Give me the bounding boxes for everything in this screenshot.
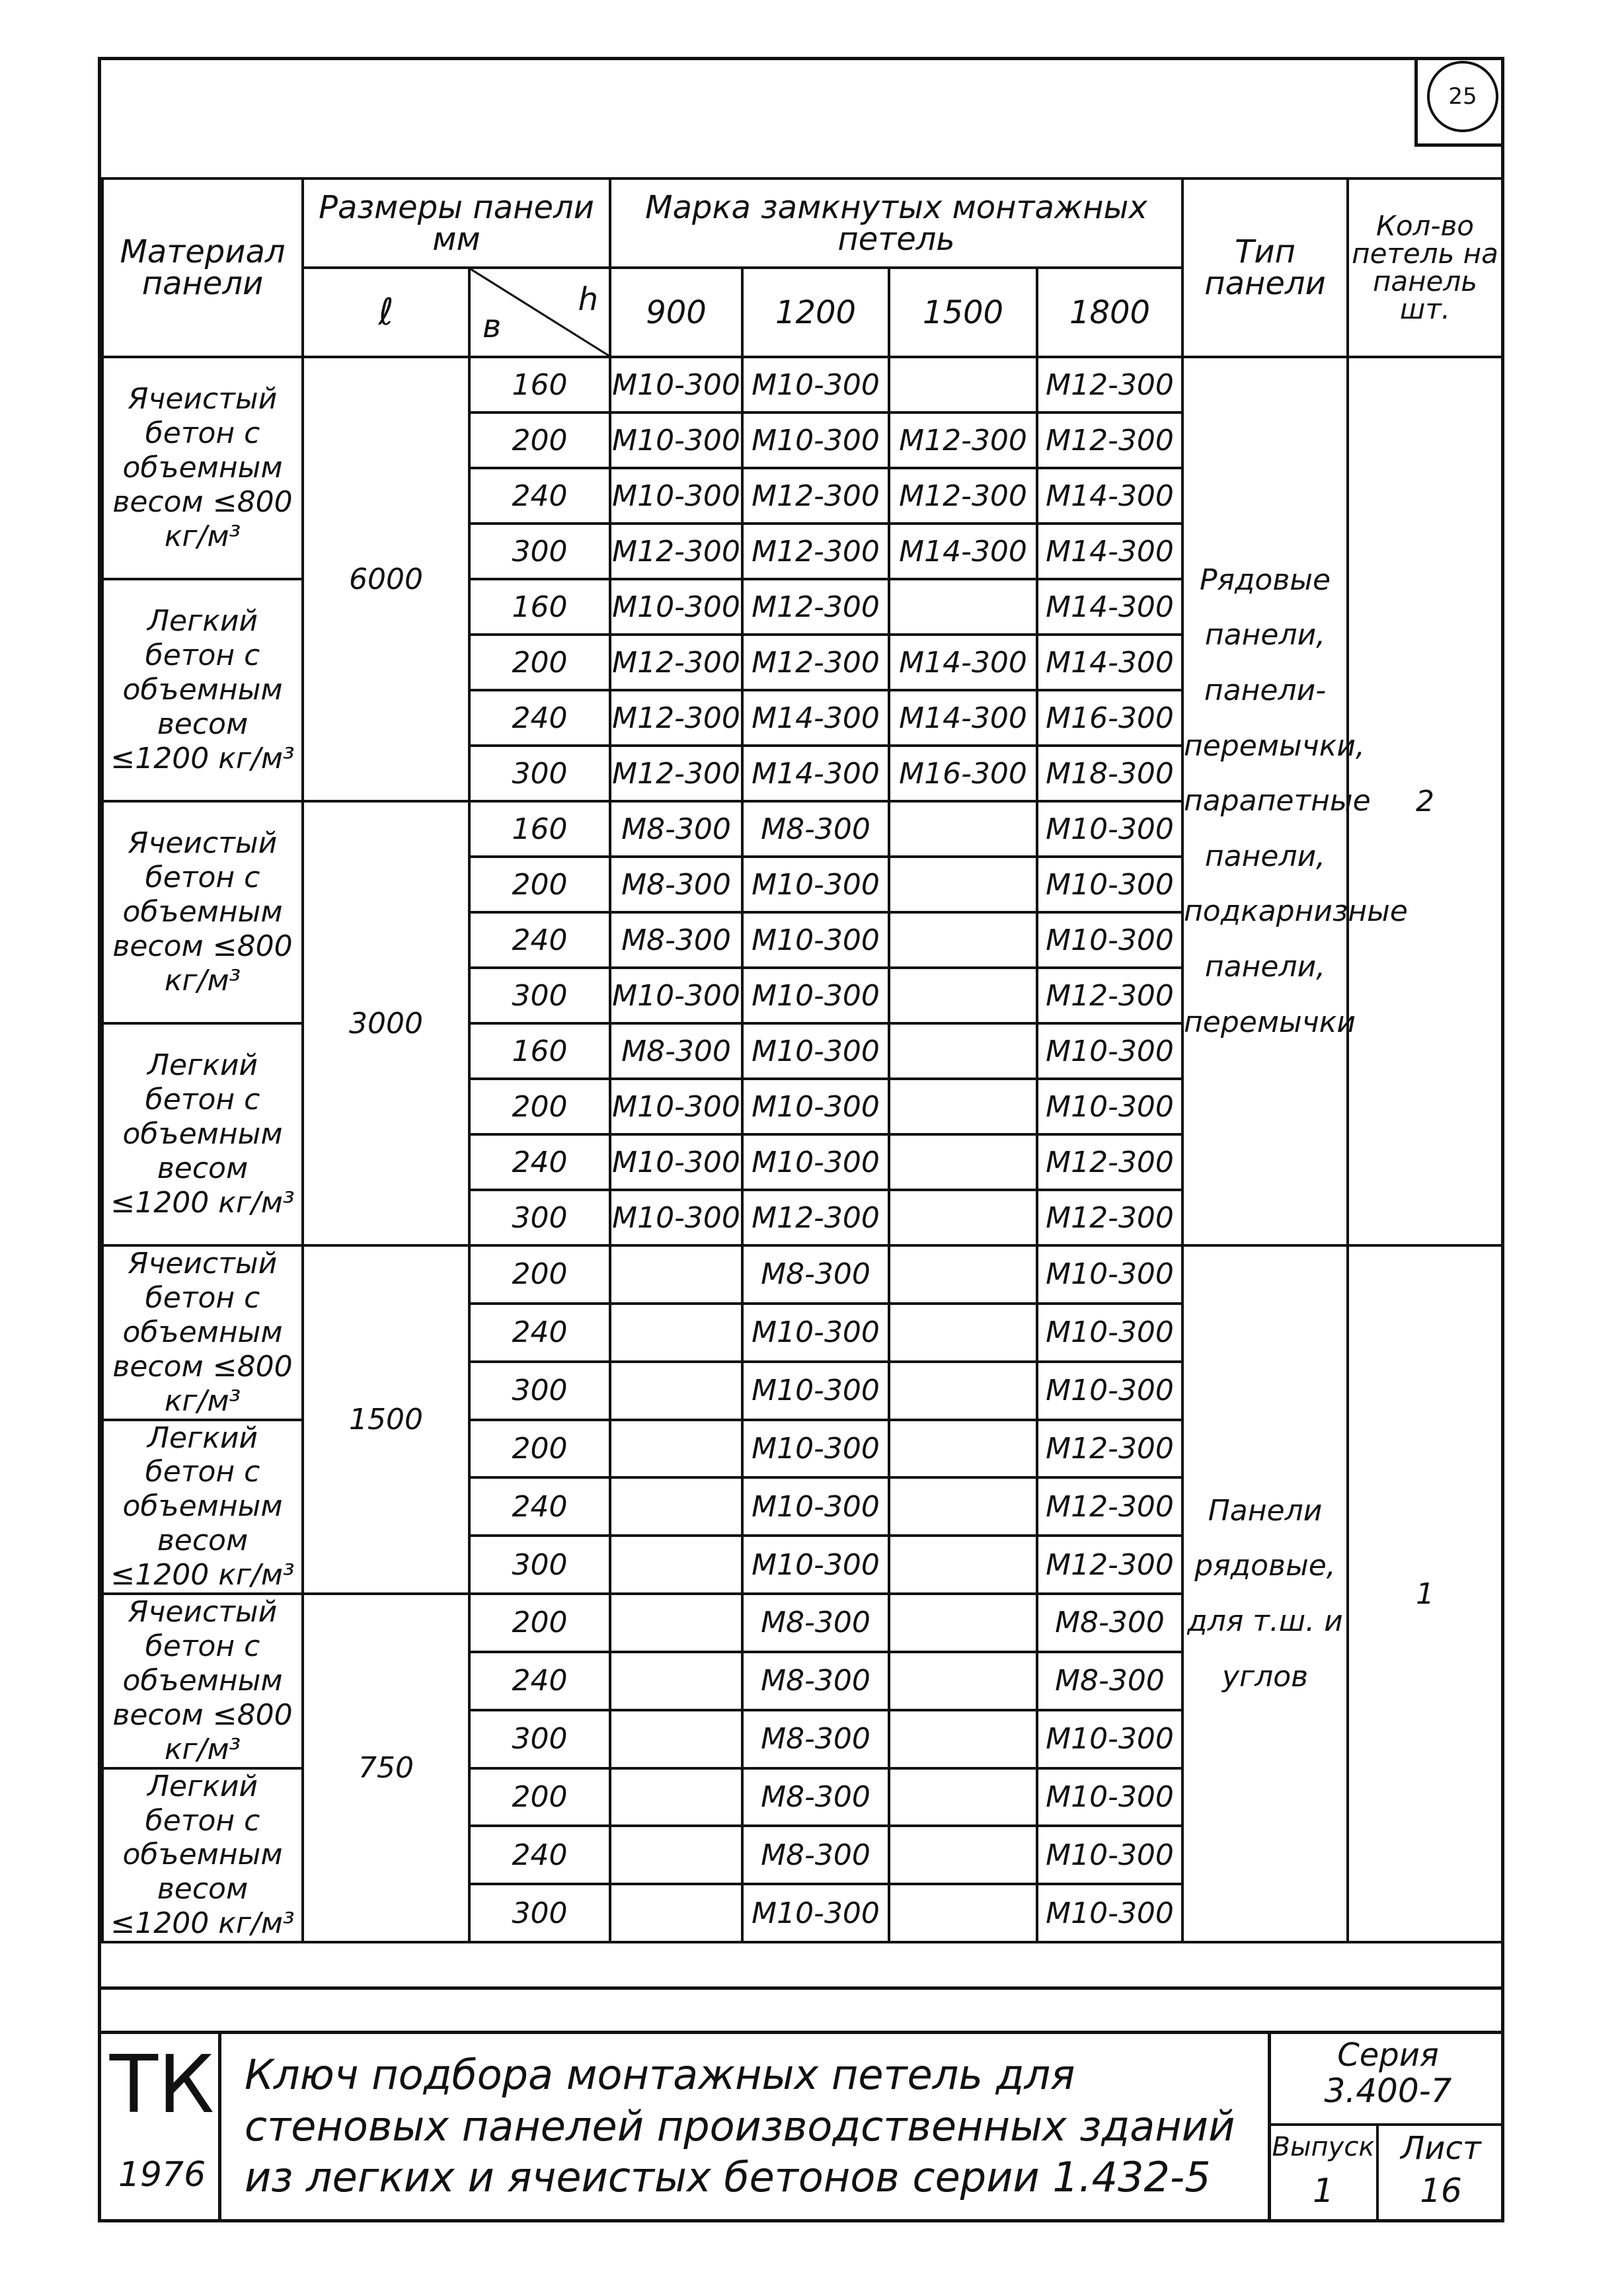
loop-mark: М10-300 — [610, 968, 742, 1023]
loop-mark: М14-300 — [1037, 468, 1182, 524]
b-value: 200 — [469, 1594, 610, 1652]
loop-mark: М10-300 — [742, 968, 889, 1023]
loop-mark: М12-300 — [1037, 357, 1182, 412]
loop-mark: М10-300 — [1037, 1023, 1182, 1079]
loop-mark: М10-300 — [1037, 1826, 1182, 1884]
loop-mark — [889, 579, 1037, 635]
panel-type-cell: Рядовые панели, панели-перемычки, парапетные панели, подкарнизные панели, перемычки — [1182, 357, 1348, 1245]
loop-mark: М10-300 — [742, 412, 889, 468]
header-sizes: Размеры панели мм — [303, 178, 610, 268]
length-cell: 750 — [303, 1594, 469, 1942]
loop-mark — [889, 357, 1037, 412]
loop-mark: М8-300 — [742, 1826, 889, 1884]
loop-mark — [889, 1594, 1037, 1652]
loop-mark — [889, 1768, 1037, 1826]
loop-mark: М8-300 — [610, 801, 742, 857]
loop-mark: М16-300 — [889, 746, 1037, 801]
loop-mark — [889, 1245, 1037, 1304]
material-cell: Ячеистый бетон с объемным весом ≤800 кг/м³ — [102, 357, 303, 579]
b-value: 240 — [469, 1826, 610, 1884]
loop-mark: М10-300 — [610, 1190, 742, 1245]
loop-mark: М10-300 — [1037, 857, 1182, 912]
b-value: 160 — [469, 1023, 610, 1079]
header-length: ℓ — [303, 268, 469, 357]
sheet-number: 25 — [1427, 61, 1498, 132]
b-value: 240 — [469, 1134, 610, 1190]
loop-mark: М18-300 — [1037, 746, 1182, 801]
loop-mark: М8-300 — [1037, 1594, 1182, 1652]
loop-mark — [889, 1710, 1037, 1768]
loop-mark: М14-300 — [1037, 524, 1182, 579]
b-value: 200 — [469, 635, 610, 690]
loop-mark — [610, 1245, 742, 1304]
b-value: 300 — [469, 1362, 610, 1420]
length-cell: 1500 — [303, 1245, 469, 1594]
header-b-h — [469, 268, 610, 357]
loop-mark: М12-300 — [1037, 412, 1182, 468]
loop-mark: М10-300 — [610, 412, 742, 468]
b-value: 240 — [469, 1477, 610, 1536]
material-cell: Ячеистый бетон с объемным весом ≤800 кг/м³ — [102, 1245, 303, 1420]
loop-mark: М8-300 — [742, 1652, 889, 1710]
loop-mark: М10-300 — [742, 1477, 889, 1536]
loop-selection-table — [101, 177, 1504, 1943]
loop-mark — [889, 1826, 1037, 1884]
loop-mark: М12-300 — [1037, 1536, 1182, 1594]
loop-mark: М10-300 — [1037, 1079, 1182, 1134]
loop-mark: М12-300 — [610, 746, 742, 801]
header-h: h — [578, 281, 599, 318]
b-value: 200 — [469, 1768, 610, 1826]
material-cell: Легкий бетон с объемным весом ≤1200 кг/м³ — [102, 1420, 303, 1594]
loop-mark: М10-300 — [742, 1536, 889, 1594]
b-value: 300 — [469, 1884, 610, 1942]
loop-mark: М10-300 — [1037, 1362, 1182, 1420]
loop-mark: М8-300 — [742, 1768, 889, 1826]
b-value: 240 — [469, 1304, 610, 1362]
loop-mark — [889, 1362, 1037, 1420]
loop-mark: М14-300 — [742, 746, 889, 801]
title-block-divider — [1268, 2123, 1504, 2126]
loop-mark: М10-300 — [742, 1362, 889, 1420]
loop-mark: М8-300 — [610, 1023, 742, 1079]
loop-mark — [889, 968, 1037, 1023]
loop-mark: М8-300 — [610, 912, 742, 968]
loop-mark — [610, 1594, 742, 1652]
loop-mark: М14-300 — [1037, 635, 1182, 690]
b-value: 240 — [469, 912, 610, 968]
loop-mark — [889, 1652, 1037, 1710]
loop-mark: М12-300 — [742, 1190, 889, 1245]
b-value: 300 — [469, 968, 610, 1023]
material-cell: Ячеистый бетон с объемным весом ≤800 кг/м³ — [102, 801, 303, 1023]
loop-mark: М14-300 — [1037, 579, 1182, 635]
loop-mark: М8-300 — [742, 1594, 889, 1652]
loop-mark — [889, 1536, 1037, 1594]
loop-mark: М10-300 — [610, 468, 742, 524]
material-cell: Легкий бетон с объемным весом ≤1200 кг/м³ — [102, 579, 303, 801]
b-value: 300 — [469, 1710, 610, 1768]
loop-mark: М12-300 — [742, 579, 889, 635]
series-value: 3.400-7 — [1324, 2072, 1452, 2110]
loop-mark — [610, 1884, 742, 1942]
loop-mark — [610, 1710, 742, 1768]
loop-mark: М14-300 — [889, 635, 1037, 690]
loop-mark: М10-300 — [742, 1884, 889, 1942]
loop-mark: М14-300 — [889, 690, 1037, 746]
loop-mark: М10-300 — [610, 357, 742, 412]
issue-value: 1 — [1313, 2172, 1334, 2210]
loop-mark: М10-300 — [1037, 912, 1182, 968]
loop-mark: М8-300 — [742, 1710, 889, 1768]
loop-mark — [889, 1190, 1037, 1245]
header-col-900: 900 — [610, 268, 742, 357]
length-cell: 6000 — [303, 357, 469, 801]
b-value: 160 — [469, 357, 610, 412]
loop-mark: М12-300 — [742, 468, 889, 524]
loop-mark: М12-300 — [1037, 1420, 1182, 1478]
header-col-1200: 1200 — [742, 268, 889, 357]
loop-mark: М10-300 — [610, 1134, 742, 1190]
b-value: 300 — [469, 1536, 610, 1594]
b-value: 200 — [469, 1245, 610, 1304]
loop-mark — [610, 1826, 742, 1884]
loop-count-cell: 1 — [1348, 1245, 1502, 1942]
loop-mark — [889, 1477, 1037, 1536]
loop-mark: М12-300 — [742, 524, 889, 579]
loop-mark — [610, 1362, 742, 1420]
loop-mark: М14-300 — [889, 524, 1037, 579]
header-b: в — [483, 308, 502, 345]
length-cell: 3000 — [303, 801, 469, 1245]
loop-mark: М10-300 — [742, 912, 889, 968]
loop-mark: М12-300 — [1037, 1190, 1182, 1245]
b-value: 300 — [469, 1190, 610, 1245]
issue-label: Выпуск — [1272, 2132, 1375, 2162]
loop-mark — [610, 1768, 742, 1826]
loop-mark: М10-300 — [610, 579, 742, 635]
loop-mark — [889, 1420, 1037, 1478]
loop-mark: М10-300 — [742, 857, 889, 912]
loop-mark: М12-300 — [610, 524, 742, 579]
loop-mark — [889, 1079, 1037, 1134]
material-cell: Легкий бетон с объемным весом ≤1200 кг/м³ — [102, 1768, 303, 1943]
header-col-1500: 1500 — [889, 268, 1037, 357]
year: 1976 — [118, 2155, 206, 2195]
b-value: 160 — [469, 801, 610, 857]
loop-mark: М10-300 — [610, 1079, 742, 1134]
loop-mark: М8-300 — [610, 857, 742, 912]
b-value: 240 — [469, 468, 610, 524]
loop-mark: М10-300 — [742, 1079, 889, 1134]
organization-mark: ТК — [109, 2039, 215, 2131]
b-value: 300 — [469, 524, 610, 579]
b-value: 240 — [469, 1652, 610, 1710]
b-value: 200 — [469, 1079, 610, 1134]
loop-mark — [610, 1477, 742, 1536]
loop-mark: М12-300 — [742, 635, 889, 690]
loop-mark: М10-300 — [1037, 1710, 1182, 1768]
header-material: Материал панели — [102, 178, 303, 357]
drawing-title: Ключ подбора монтажных петель для стеновых панелей производственных зданий из легких и ячеистых бетонов серии 1.432-5 — [245, 2051, 1235, 2201]
loop-count-cell: 2 — [1348, 357, 1502, 1245]
title-block-divider — [218, 2031, 221, 2222]
loop-mark: М14-300 — [742, 690, 889, 746]
loop-mark: М10-300 — [742, 1134, 889, 1190]
b-value: 300 — [469, 746, 610, 801]
header-type: Тип панели — [1182, 178, 1348, 357]
b-value: 200 — [469, 412, 610, 468]
loop-mark: М10-300 — [742, 1304, 889, 1362]
loop-mark — [889, 857, 1037, 912]
b-value: 200 — [469, 1420, 610, 1478]
loop-mark: М12-300 — [610, 635, 742, 690]
loop-mark — [610, 1652, 742, 1710]
sheet-value: 16 — [1420, 2172, 1462, 2210]
loop-mark: М12-300 — [889, 412, 1037, 468]
loop-mark — [889, 1304, 1037, 1362]
material-cell: Ячеистый бетон с объемным весом ≤800 кг/м³ — [102, 1594, 303, 1768]
loop-mark: М10-300 — [1037, 801, 1182, 857]
sheet-label: Лист — [1401, 2130, 1481, 2167]
loop-mark: М12-300 — [1037, 968, 1182, 1023]
loop-mark: М12-300 — [610, 690, 742, 746]
loop-mark: М10-300 — [742, 357, 889, 412]
b-value: 160 — [469, 579, 610, 635]
loop-mark: М12-300 — [889, 468, 1037, 524]
b-value: 200 — [469, 857, 610, 912]
loop-mark — [610, 1304, 742, 1362]
loop-mark — [889, 1884, 1037, 1942]
panel-type-cell: Панели рядовые, для т.ш. и углов — [1182, 1245, 1348, 1942]
b-value: 240 — [469, 690, 610, 746]
header-col-1800: 1800 — [1037, 268, 1182, 357]
title-block-top-line — [101, 2031, 1501, 2034]
loop-mark — [610, 1420, 742, 1478]
loop-mark — [889, 801, 1037, 857]
loop-mark: М10-300 — [742, 1420, 889, 1478]
loop-mark: М12-300 — [1037, 1134, 1182, 1190]
header-count: Кол-во петель на панель шт. — [1348, 178, 1502, 357]
series-label: Серия — [1337, 2037, 1439, 2074]
loop-mark — [610, 1536, 742, 1594]
loop-mark: М10-300 — [1037, 1768, 1182, 1826]
loop-mark: М10-300 — [742, 1023, 889, 1079]
sheet-number-badge — [1414, 57, 1504, 147]
material-cell: Легкий бетон с объемным весом ≤1200 кг/м³ — [102, 1023, 303, 1245]
divider-line — [101, 1986, 1501, 1990]
loop-mark: М10-300 — [1037, 1304, 1182, 1362]
loop-mark: М10-300 — [1037, 1245, 1182, 1304]
loop-mark: М8-300 — [1037, 1652, 1182, 1710]
header-loops: Марка замкнутых монтажных петель — [610, 178, 1182, 268]
loop-mark: М10-300 — [1037, 1884, 1182, 1942]
loop-mark: М16-300 — [1037, 690, 1182, 746]
loop-mark — [889, 912, 1037, 968]
loop-mark: М8-300 — [742, 1245, 889, 1304]
loop-mark — [889, 1023, 1037, 1079]
loop-mark — [889, 1134, 1037, 1190]
loop-mark: М8-300 — [742, 801, 889, 857]
loop-mark: М12-300 — [1037, 1477, 1182, 1536]
